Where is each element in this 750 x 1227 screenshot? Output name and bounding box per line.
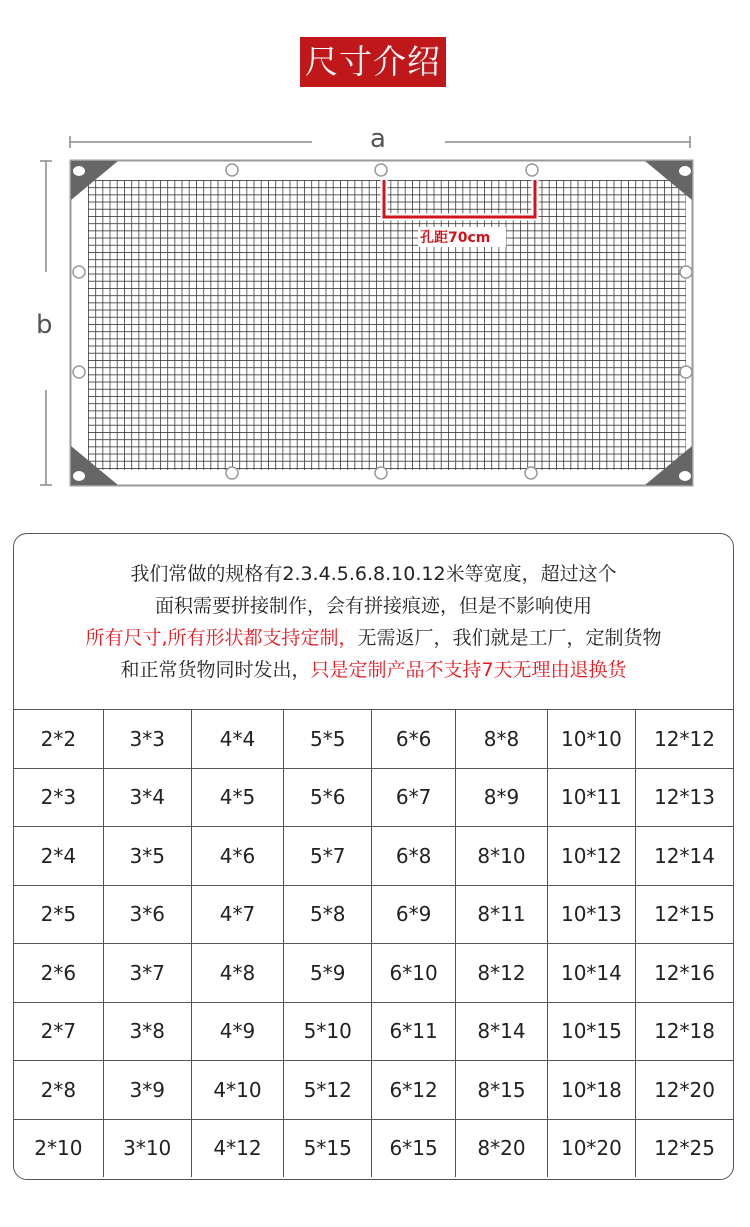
- size-cell: 5*9: [284, 944, 372, 1003]
- size-cell: 5*10: [284, 1002, 372, 1061]
- size-cell: 12*25: [636, 1119, 733, 1177]
- note-line-2: 面积需要拼接制作，会有拼接痕迹，但是不影响使用: [154, 594, 592, 617]
- size-cell: 8*15: [456, 1061, 548, 1120]
- size-cell: 10*14: [547, 944, 635, 1003]
- height-label: b: [36, 310, 53, 340]
- size-cell: 8*20: [456, 1119, 548, 1177]
- size-cell: 2*7: [14, 1002, 103, 1061]
- size-cell: 3*8: [103, 1002, 191, 1061]
- table-row: [14, 768, 733, 827]
- size-cell: 10*12: [547, 827, 635, 886]
- size-cell: 5*8: [284, 885, 372, 944]
- size-cell: 10*20: [547, 1119, 635, 1177]
- size-cell: 3*6: [103, 885, 191, 944]
- size-cell: 2*4: [14, 827, 103, 886]
- size-cell: 6*10: [372, 944, 456, 1003]
- note-line-3: [85, 622, 661, 654]
- size-cell: 4*5: [191, 768, 284, 827]
- size-cell: 3*10: [103, 1119, 191, 1177]
- size-cell: 2*2: [14, 710, 103, 768]
- size-cell: 3*3: [103, 710, 191, 768]
- size-cell: 8*10: [456, 827, 548, 886]
- size-table: [14, 710, 733, 1177]
- size-cell: 5*15: [284, 1119, 372, 1177]
- size-cell: 12*14: [636, 827, 733, 886]
- notes-section: [14, 534, 733, 710]
- table-row: [14, 710, 733, 768]
- table-row: [14, 827, 733, 886]
- size-cell: 6*12: [372, 1061, 456, 1120]
- size-cell: 10*10: [547, 710, 635, 768]
- size-cell: 6*6: [372, 710, 456, 768]
- size-cell: 3*5: [103, 827, 191, 886]
- size-cell: 2*5: [14, 885, 103, 944]
- factory-note: 无需返厂，我们就是工厂，定制货物: [357, 626, 662, 649]
- size-cell: 6*11: [372, 1002, 456, 1061]
- table-row: [14, 1061, 733, 1120]
- table-row: [14, 1119, 733, 1177]
- size-cell: 10*18: [547, 1061, 635, 1120]
- size-cell: 6*15: [372, 1119, 456, 1177]
- size-cell: 8*8: [456, 710, 548, 768]
- size-cell: 4*7: [191, 885, 284, 944]
- size-cell: 5*6: [284, 768, 372, 827]
- size-cell: 4*6: [191, 827, 284, 886]
- size-cell: 5*12: [284, 1061, 372, 1120]
- size-cell: 12*16: [636, 944, 733, 1003]
- size-cell: 10*11: [547, 768, 635, 827]
- size-cell: 4*10: [191, 1061, 284, 1120]
- size-cell: 10*15: [547, 1002, 635, 1061]
- mesh-diagram: [0, 110, 750, 510]
- size-cell: 3*4: [103, 768, 191, 827]
- shipping-note: 和正常货物同时发出，: [120, 658, 311, 681]
- size-cell: 4*8: [191, 944, 284, 1003]
- size-cell: 5*5: [284, 710, 372, 768]
- size-cell: 8*9: [456, 768, 548, 827]
- size-cell: 10*13: [547, 885, 635, 944]
- size-cell: 3*9: [103, 1061, 191, 1120]
- size-cell: 2*10: [14, 1119, 103, 1177]
- size-cell: 8*14: [456, 1002, 548, 1061]
- size-cell: 6*8: [372, 827, 456, 886]
- custom-note-red: 所有尺寸,所有形状都支持定制，: [85, 626, 358, 649]
- size-cell: 4*12: [191, 1119, 284, 1177]
- hole-spacing-label: 孔距70cm: [420, 230, 491, 246]
- mesh-illustration: [0, 110, 750, 510]
- size-cell: 3*7: [103, 944, 191, 1003]
- size-cell: 12*13: [636, 768, 733, 827]
- size-cell: 12*20: [636, 1061, 733, 1120]
- size-cell: 2*3: [14, 768, 103, 827]
- page-title: 尺寸介绍: [300, 37, 446, 87]
- size-cell: 12*12: [636, 710, 733, 768]
- return-policy-note: 只是定制产品不支持7天无理由退换货: [310, 658, 627, 681]
- width-label: a: [370, 124, 386, 154]
- size-cell: 5*7: [284, 827, 372, 886]
- spec-panel: [13, 533, 734, 1180]
- table-row: [14, 944, 733, 1003]
- size-cell: 2*8: [14, 1061, 103, 1120]
- size-cell: 8*11: [456, 885, 548, 944]
- note-line-1: 我们常做的规格有2.3.4.5.6.8.10.12米等宽度，超过这个: [130, 562, 617, 585]
- size-cell: 12*18: [636, 1002, 733, 1061]
- size-cell: 12*15: [636, 885, 733, 944]
- size-cell: 8*12: [456, 944, 548, 1003]
- table-row: [14, 885, 733, 944]
- size-cell: 4*9: [191, 1002, 284, 1061]
- size-cell: 4*4: [191, 710, 284, 768]
- note-line-4: [120, 654, 626, 686]
- table-row: [14, 1002, 733, 1061]
- size-cell: 2*6: [14, 944, 103, 1003]
- size-cell: 6*7: [372, 768, 456, 827]
- size-cell: 6*9: [372, 885, 456, 944]
